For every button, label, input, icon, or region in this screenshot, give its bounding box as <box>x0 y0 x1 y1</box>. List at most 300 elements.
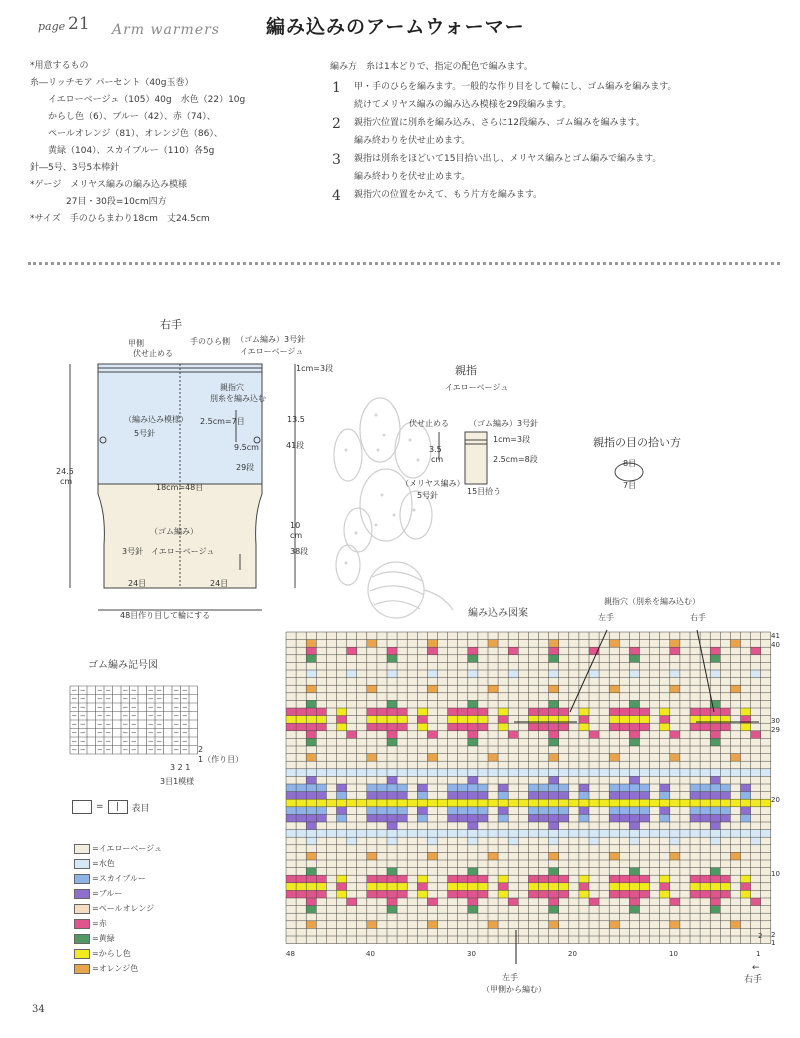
chart-cell <box>286 868 296 876</box>
chart-cell <box>337 792 347 800</box>
color-swatch <box>74 964 90 974</box>
chart-cell <box>367 830 377 838</box>
chart-cell <box>458 852 468 860</box>
chart-cell <box>660 716 670 724</box>
chart-cell <box>306 685 316 693</box>
chart-cell <box>528 799 538 807</box>
chart-cell <box>508 936 518 944</box>
chart-cell <box>316 670 326 678</box>
chart-cell <box>357 632 367 640</box>
dim-10: 10 <box>290 521 301 530</box>
chart-cell <box>730 936 740 944</box>
chart-cell <box>488 700 498 708</box>
chart-cell <box>730 875 740 883</box>
chart-cell <box>751 754 761 762</box>
chart-cell <box>286 837 296 845</box>
chart-cell <box>690 792 700 800</box>
chart-cell <box>407 792 417 800</box>
chart-cell <box>660 754 670 762</box>
page-number: 21 <box>68 14 90 34</box>
chart-cell <box>670 700 680 708</box>
chart-cell <box>569 678 579 686</box>
chart-cell <box>579 792 589 800</box>
chart-cell <box>629 754 639 762</box>
chart-cell <box>357 769 367 777</box>
color-swatch <box>74 949 90 959</box>
chart-cell <box>387 678 397 686</box>
dim-29-rows: 29段 <box>236 463 255 472</box>
chart-cell <box>347 906 357 914</box>
chart-cell <box>579 868 589 876</box>
chart-cell <box>397 830 407 838</box>
chart-cell <box>730 761 740 769</box>
chart-cell <box>629 936 639 944</box>
chart-cell <box>306 769 316 777</box>
chart-cell <box>690 769 700 777</box>
chart-cell <box>549 678 559 686</box>
chart-cell <box>518 921 528 929</box>
chart-cell <box>397 807 407 815</box>
chart-cell <box>640 640 650 648</box>
chart-cell <box>417 883 427 891</box>
chart-cell <box>508 898 518 906</box>
chart-cell <box>650 678 660 686</box>
chart-cell <box>599 792 609 800</box>
chart-cell <box>357 640 367 648</box>
chart-cell <box>609 799 619 807</box>
chart-cell <box>387 890 397 898</box>
row-label-10: 10 <box>771 870 780 878</box>
chart-cell <box>458 928 468 936</box>
chart-cell <box>438 716 448 724</box>
chart-cell <box>761 670 771 678</box>
chart-cell <box>559 807 569 815</box>
chart-cell <box>347 814 357 822</box>
chart-cell <box>438 769 448 777</box>
chart-cell <box>599 845 609 853</box>
chart-cell <box>710 792 720 800</box>
chart-cell <box>559 883 569 891</box>
chart-cell <box>741 868 751 876</box>
stitch-24-left: 24目 <box>128 579 147 588</box>
chart-cell <box>367 670 377 678</box>
chart-cell <box>337 830 347 838</box>
chart-cell <box>690 883 700 891</box>
chart-cell <box>599 685 609 693</box>
chart-cell <box>640 716 650 724</box>
chart-cell <box>629 632 639 640</box>
chart-cell <box>710 906 720 914</box>
chart-cell <box>660 670 670 678</box>
chart-cell <box>741 845 751 853</box>
chart-cell <box>700 655 710 663</box>
chart-cell <box>710 738 720 746</box>
chart-cell <box>478 640 488 648</box>
rib-label: （ゴム編み）3号針 <box>236 335 306 344</box>
chart-cell <box>751 723 761 731</box>
chart-cell <box>710 784 720 792</box>
chart-cell <box>720 906 730 914</box>
chart-cell <box>589 837 599 845</box>
chart-cell <box>478 890 488 898</box>
chart-cell <box>488 754 498 762</box>
chart-cell <box>559 662 569 670</box>
chart-cell <box>619 647 629 655</box>
legend-label: =からし色 <box>92 949 131 958</box>
chart-cell <box>761 647 771 655</box>
chart-cell <box>407 837 417 845</box>
chart-cell <box>690 685 700 693</box>
chart-cell <box>468 769 478 777</box>
chart-cell <box>306 875 316 883</box>
chart-cell <box>326 655 336 663</box>
chart-cell <box>458 792 468 800</box>
chart-cell <box>326 898 336 906</box>
chart-cell <box>397 746 407 754</box>
chart-cell <box>367 784 377 792</box>
chart-cell <box>488 723 498 731</box>
chart-cell <box>650 913 660 921</box>
chart-cell <box>377 814 387 822</box>
chart-cell <box>468 807 478 815</box>
chart-cell <box>710 799 720 807</box>
chart-cell <box>427 716 437 724</box>
chart-cell <box>498 906 508 914</box>
width-label: 18cm=48目 <box>156 483 204 492</box>
chart-cell <box>650 890 660 898</box>
chart-cell <box>377 662 387 670</box>
chart-cell <box>680 906 690 914</box>
chart-cell <box>498 875 508 883</box>
rib-color-label: イエローベージュ <box>240 347 304 356</box>
chart-cell <box>710 678 720 686</box>
chart-cell <box>417 822 427 830</box>
chart-cell <box>448 655 458 663</box>
chart-cell <box>357 754 367 762</box>
chart-cell <box>306 883 316 891</box>
chart-cell <box>427 784 437 792</box>
chart-cell <box>730 769 740 777</box>
chart-cell <box>650 693 660 701</box>
chart-cell <box>720 685 730 693</box>
chart-cell <box>296 700 306 708</box>
chart-cell <box>357 708 367 716</box>
chart-cell <box>710 731 720 739</box>
chart-cell <box>367 792 377 800</box>
chart-cell <box>377 792 387 800</box>
chart-cell <box>337 913 347 921</box>
chart-cell <box>650 685 660 693</box>
chart-cell <box>296 883 306 891</box>
chart-cell <box>751 822 761 830</box>
chart-cell <box>619 883 629 891</box>
chart-cell <box>528 921 538 929</box>
chart-cell <box>539 670 549 678</box>
chart-cell <box>741 662 751 670</box>
chart-cell <box>539 738 549 746</box>
chart-cell <box>559 837 569 845</box>
chart-cell <box>438 754 448 762</box>
chart-cell <box>670 647 680 655</box>
chart-cell <box>357 845 367 853</box>
step-number: 2 <box>332 116 341 132</box>
chart-cell <box>488 814 498 822</box>
chart-cell <box>528 738 538 746</box>
chart-cell <box>619 898 629 906</box>
chart-cell <box>650 814 660 822</box>
chart-cell <box>387 769 397 777</box>
chart-cell <box>761 875 771 883</box>
chart-cell <box>316 814 326 822</box>
chart-cell <box>730 731 740 739</box>
chart-cell <box>549 647 559 655</box>
chart-cell <box>629 640 639 648</box>
chart-cell <box>296 708 306 716</box>
chart-cell <box>549 746 559 754</box>
chart-cell <box>700 708 710 716</box>
chart-cell <box>751 708 761 716</box>
chart-cell <box>367 738 377 746</box>
chart-cell <box>730 837 740 845</box>
chart-cell <box>508 655 518 663</box>
chart-cell <box>619 814 629 822</box>
chart-cell <box>589 868 599 876</box>
chart-cell <box>326 860 336 868</box>
chart-cell <box>306 890 316 898</box>
chart-cell <box>458 769 468 777</box>
dim-13-5: 13.5 <box>287 415 305 424</box>
chart-cell <box>488 875 498 883</box>
chart-cell <box>488 769 498 777</box>
chart-cell <box>417 814 427 822</box>
chart-cell <box>609 655 619 663</box>
chart-cell <box>478 723 488 731</box>
chart-cell <box>427 890 437 898</box>
chart-cell <box>326 769 336 777</box>
chart-cell <box>478 716 488 724</box>
chart-cell <box>387 898 397 906</box>
chart-cell <box>579 845 589 853</box>
chart-cell <box>569 837 579 845</box>
chart-cell <box>357 792 367 800</box>
chart-cell <box>296 830 306 838</box>
chart-cell <box>539 799 549 807</box>
chart-cell <box>306 708 316 716</box>
chart-cell <box>357 662 367 670</box>
chart-cell <box>670 875 680 883</box>
chart-cell <box>660 837 670 845</box>
row-label-20: 20 <box>771 796 780 804</box>
chart-cell <box>660 761 670 769</box>
chart-cell <box>407 906 417 914</box>
chart-cell <box>549 890 559 898</box>
chart-cell <box>347 716 357 724</box>
chart-cell <box>488 647 498 655</box>
chart-cell <box>508 860 518 868</box>
chart-cell <box>306 746 316 754</box>
chart-cell <box>448 792 458 800</box>
pattern-label: （編み込み模様） <box>124 415 188 424</box>
step-number: 1 <box>332 80 341 96</box>
chart-cell <box>579 738 589 746</box>
chart-cell <box>559 670 569 678</box>
chart-cell <box>468 799 478 807</box>
chart-cell <box>407 875 417 883</box>
chart-cell <box>316 807 326 815</box>
chart-cell <box>316 723 326 731</box>
chart-cell <box>306 814 316 822</box>
chart-cell <box>710 761 720 769</box>
chart-cell <box>488 799 498 807</box>
chart-cell <box>599 898 609 906</box>
chart-cell <box>741 890 751 898</box>
chart-cell <box>427 655 437 663</box>
chart-cell <box>539 845 549 853</box>
chart-cell <box>347 792 357 800</box>
chart-cell <box>640 792 650 800</box>
chart-cell <box>650 784 660 792</box>
chart-cell <box>680 799 690 807</box>
chart-cell <box>589 640 599 648</box>
chart-cell <box>539 830 549 838</box>
chart-cell <box>508 928 518 936</box>
chart-cell <box>458 738 468 746</box>
chart-cell <box>619 837 629 845</box>
chart-cell <box>741 693 751 701</box>
chart-cell <box>337 928 347 936</box>
chart-cell <box>730 868 740 876</box>
rib-needle-label: 3号針 イエローベージュ <box>122 547 215 556</box>
chart-cell <box>589 776 599 784</box>
chart-cell <box>498 761 508 769</box>
chart-cell <box>579 784 589 792</box>
chart-cell <box>488 776 498 784</box>
chart-cell <box>498 670 508 678</box>
chart-cell <box>417 716 427 724</box>
chart-cell <box>761 921 771 929</box>
chart-cell <box>751 678 761 686</box>
chart-cell <box>518 769 528 777</box>
chart-cell <box>629 708 639 716</box>
chart-cell <box>478 670 488 678</box>
chart-cell <box>286 830 296 838</box>
chart-cell <box>680 928 690 936</box>
chart-cell <box>710 860 720 868</box>
waste-yarn-label: 別糸を編み込む <box>210 394 266 403</box>
chart-cell <box>448 830 458 838</box>
chart-cell <box>751 670 761 678</box>
chart-cell <box>579 776 589 784</box>
chart-cell <box>569 906 579 914</box>
chart-cell <box>549 670 559 678</box>
chart-cell <box>488 746 498 754</box>
chart-cell <box>357 784 367 792</box>
chart-cell <box>751 731 761 739</box>
instructions-intro: 編み方 糸は1本どりで、指定の配色で編みます。 <box>330 62 533 72</box>
materials-line: 針―5号、3号5本棒針 <box>30 163 120 173</box>
chart-cell <box>417 746 427 754</box>
chart-cell <box>741 678 751 686</box>
back-side-label: 甲側 <box>128 339 144 348</box>
chart-cell <box>397 738 407 746</box>
chart-cell <box>690 830 700 838</box>
chart-cell <box>670 632 680 640</box>
chart-cell <box>599 822 609 830</box>
chart-cell <box>539 731 549 739</box>
chart-cell <box>690 784 700 792</box>
chart-cell <box>438 761 448 769</box>
chart-cell <box>427 662 437 670</box>
chart-cell <box>720 799 730 807</box>
chart-cell <box>629 670 639 678</box>
chart-cell <box>468 822 478 830</box>
chart-cell <box>680 837 690 845</box>
chart-cell <box>660 731 670 739</box>
chart-cell <box>569 670 579 678</box>
row-label-41: 41 <box>771 632 780 640</box>
chart-cell <box>609 731 619 739</box>
chart-cell <box>417 906 427 914</box>
chart-cell <box>306 754 316 762</box>
chart-cell <box>660 655 670 663</box>
chart-cell <box>498 640 508 648</box>
chart-cell <box>337 883 347 891</box>
chart-cell <box>609 822 619 830</box>
chart-cell <box>761 632 771 640</box>
chart-cell <box>326 632 336 640</box>
chart-cell <box>448 837 458 845</box>
chart-cell <box>458 685 468 693</box>
chart-cell <box>397 837 407 845</box>
chart-cell <box>377 913 387 921</box>
chart-cell <box>528 875 538 883</box>
chart-cell <box>559 640 569 648</box>
chart-cell <box>730 640 740 648</box>
page-title: 編み込みのアームウォーマー <box>266 16 525 38</box>
chart-cell <box>498 685 508 693</box>
chart-cell <box>316 738 326 746</box>
chart-cell <box>478 875 488 883</box>
chart-cell <box>367 754 377 762</box>
chart-cell <box>549 837 559 845</box>
chart-cell <box>680 898 690 906</box>
legend-label: =水色 <box>92 859 115 868</box>
chart-cell <box>599 860 609 868</box>
chart-cell <box>569 913 579 921</box>
chart-cell <box>579 921 589 929</box>
chart-cell <box>326 731 336 739</box>
chart-cell <box>569 632 579 640</box>
chart-cell <box>417 632 427 640</box>
chart-cell <box>316 830 326 838</box>
chart-cell <box>498 860 508 868</box>
chart-cell <box>347 731 357 739</box>
chart-cell <box>710 868 720 876</box>
chart-cell <box>407 731 417 739</box>
chart-cell <box>609 852 619 860</box>
dim-1cm: 1cm=3段 <box>296 364 334 373</box>
chart-cell <box>680 852 690 860</box>
chart-cell <box>619 906 629 914</box>
chart-cell <box>407 670 417 678</box>
chart-cell <box>710 662 720 670</box>
chart-cell <box>357 761 367 769</box>
chart-cell <box>741 830 751 838</box>
chart-cell <box>357 883 367 891</box>
chart-cell <box>367 685 377 693</box>
chart-cell <box>488 708 498 716</box>
chart-cell <box>720 670 730 678</box>
